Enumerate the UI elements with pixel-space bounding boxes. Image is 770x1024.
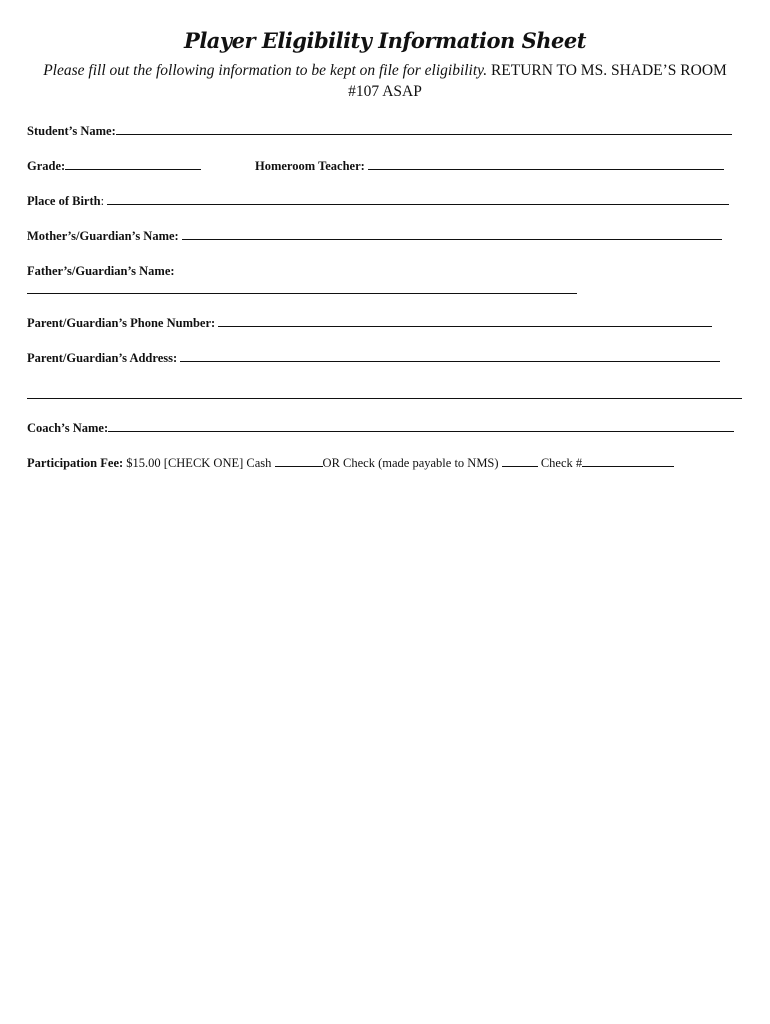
parent-phone-field[interactable] bbox=[218, 316, 712, 327]
homeroom-teacher-label: Homeroom Teacher: bbox=[255, 159, 368, 173]
check-number-field[interactable] bbox=[582, 456, 674, 467]
student-name-field[interactable] bbox=[116, 124, 732, 135]
place-of-birth-row bbox=[27, 194, 729, 209]
form-instructions bbox=[40, 60, 730, 102]
homeroom-teacher-field[interactable] bbox=[368, 159, 724, 170]
participation-fee-row bbox=[27, 456, 674, 471]
grade-field[interactable] bbox=[65, 159, 201, 170]
parent-phone-row bbox=[27, 316, 712, 331]
parent-address-field[interactable] bbox=[180, 351, 720, 362]
parent-phone-label: Parent/Guardian’s Phone Number: bbox=[27, 316, 219, 330]
father-guardian-row bbox=[27, 264, 175, 279]
father-guardian-label: Father’s/Guardian’s Name: bbox=[27, 264, 175, 278]
instructions-return: RETURN TO MS. SHADE’S ROOM #107 ASAP bbox=[348, 62, 727, 100]
instructions-italic: Please fill out the following information to be kept on file for eligibility. bbox=[43, 62, 488, 79]
place-of-birth-field[interactable] bbox=[107, 194, 729, 205]
place-of-birth-colon: : bbox=[100, 194, 108, 208]
grade-label: Grade: bbox=[27, 159, 66, 173]
coach-name-row bbox=[27, 421, 734, 436]
parent-address-field-line2[interactable] bbox=[27, 398, 742, 399]
check-checkbox-line[interactable] bbox=[502, 456, 538, 467]
cash-checkbox-line[interactable] bbox=[275, 456, 323, 467]
student-name-label: Student’s Name: bbox=[27, 124, 116, 138]
homeroom-row bbox=[255, 159, 724, 174]
fee-amount-text: $15.00 [CHECK ONE] Cash bbox=[126, 456, 275, 470]
mother-guardian-row bbox=[27, 229, 722, 244]
parent-address-label: Parent/Guardian’s Address: bbox=[27, 351, 181, 365]
mother-guardian-label: Mother’s/Guardian’s Name: bbox=[27, 229, 182, 243]
student-name-row bbox=[27, 124, 732, 139]
father-guardian-field[interactable] bbox=[27, 293, 577, 294]
place-of-birth-label: Place of Birth bbox=[27, 194, 101, 208]
coach-name-label: Coach’s Name: bbox=[27, 421, 109, 435]
participation-fee-label: Participation Fee: bbox=[27, 456, 127, 470]
fee-or-check-text: OR Check (made payable to NMS) bbox=[322, 456, 502, 470]
coach-name-field[interactable] bbox=[108, 421, 734, 432]
mother-guardian-field[interactable] bbox=[182, 229, 722, 240]
form-title: Player Eligibility Information Sheet bbox=[184, 28, 586, 53]
parent-address-row bbox=[27, 351, 720, 366]
grade-row bbox=[27, 159, 201, 174]
check-number-label: Check # bbox=[537, 456, 583, 470]
